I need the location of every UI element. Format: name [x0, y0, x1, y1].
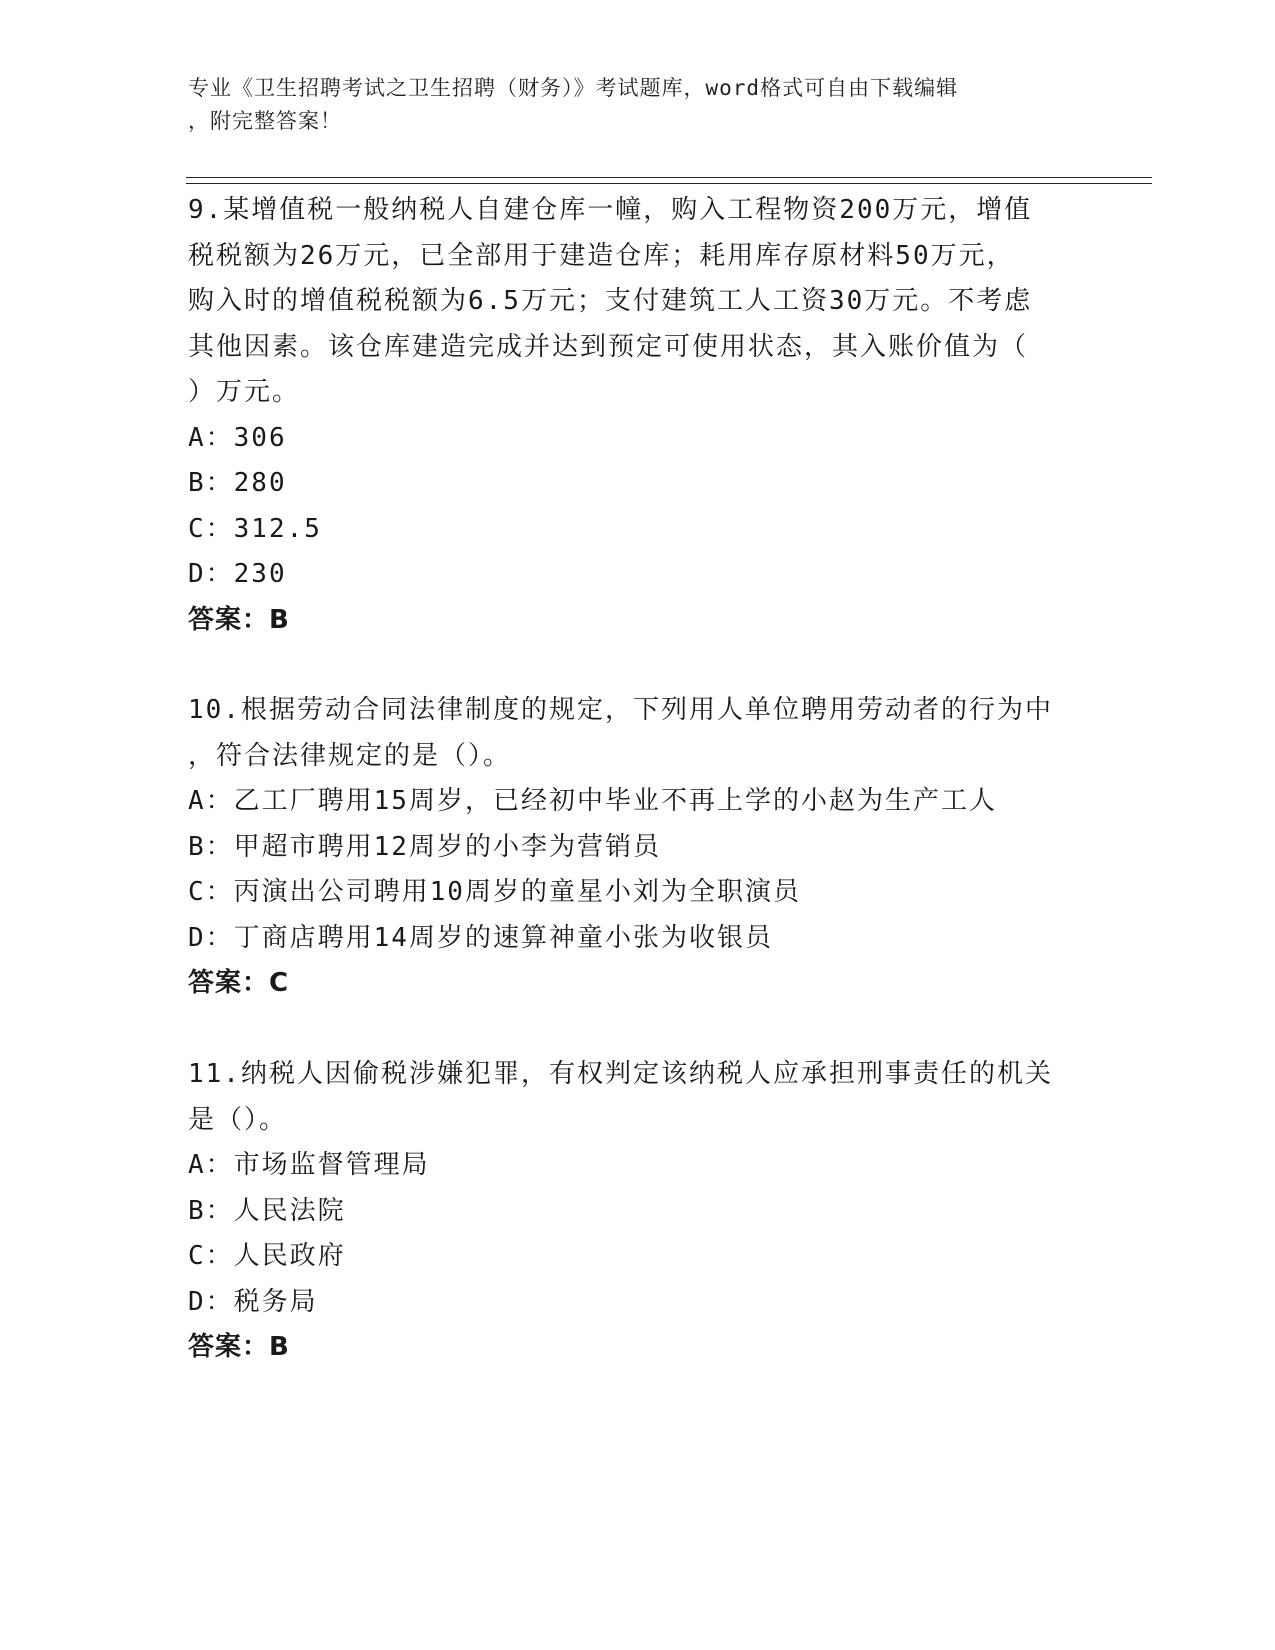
option-c: C：丙演出公司聘用10周岁的童星小刘为全职演员	[188, 877, 801, 907]
document-header	[188, 72, 1068, 138]
question-text-line: 11.纳税人因偷税涉嫌犯罪，有权判定该纳税人应承担刑事责任的机关	[188, 1059, 1053, 1089]
option-b: B：甲超市聘用12周岁的小李为营销员	[188, 831, 661, 862]
option-d: D：税务局	[188, 1286, 318, 1317]
header-line: ，附完整答案！	[188, 109, 342, 133]
question-text-line: ）万元。	[188, 377, 301, 407]
option-a: A：乙工厂聘用15周岁，已经初中毕业不再上学的小赵为生产工人	[188, 786, 997, 816]
answer: 答案：C	[188, 968, 290, 998]
option-d: D：230	[188, 559, 287, 589]
question-text-line: ，符合法律规定的是（）。	[188, 740, 512, 771]
question-text-line: 9.某增值税一般纳税人自建仓库一幢，购入工程物资200万元，增值	[188, 195, 1033, 225]
question-9	[188, 188, 1088, 643]
question-11	[188, 1052, 1088, 1371]
question-text-line: 购入时的增值税税额为6.5万元；支付建筑工人工资30万元。不考虑	[188, 286, 1033, 316]
question-text-line: 其他因素。该仓库建造完成并达到预定可使用状态，其入账价值为（	[188, 331, 1029, 362]
option-a: A：市场监督管理局	[188, 1150, 430, 1180]
option-d: D：丁商店聘用14周岁的速算神童小张为收银员	[188, 922, 773, 953]
option-b: B：人民法院	[188, 1195, 346, 1226]
question-text-line: 税税额为26万元，已全部用于建造仓库；耗用库存原材料50万元，	[188, 240, 1015, 271]
header-divider	[186, 177, 1152, 178]
header-line: 专业《卫生招聘考试之卫生招聘（财务）》考试题库，word格式可自由下载编辑	[188, 76, 959, 100]
option-c: C：312.5	[188, 513, 322, 544]
question-text-line: 是（）。	[188, 1104, 288, 1135]
question-10	[188, 688, 1088, 1007]
question-text-line: 10.根据劳动合同法律制度的规定，下列用人单位聘用劳动者的行为中	[188, 695, 1053, 725]
answer: 答案：B	[188, 604, 290, 635]
answer: 答案：B	[188, 1332, 290, 1362]
option-c: C：人民政府	[188, 1241, 346, 1271]
option-b: B：280	[188, 468, 287, 498]
option-a: A：306	[188, 422, 287, 453]
header-divider	[186, 183, 1152, 184]
